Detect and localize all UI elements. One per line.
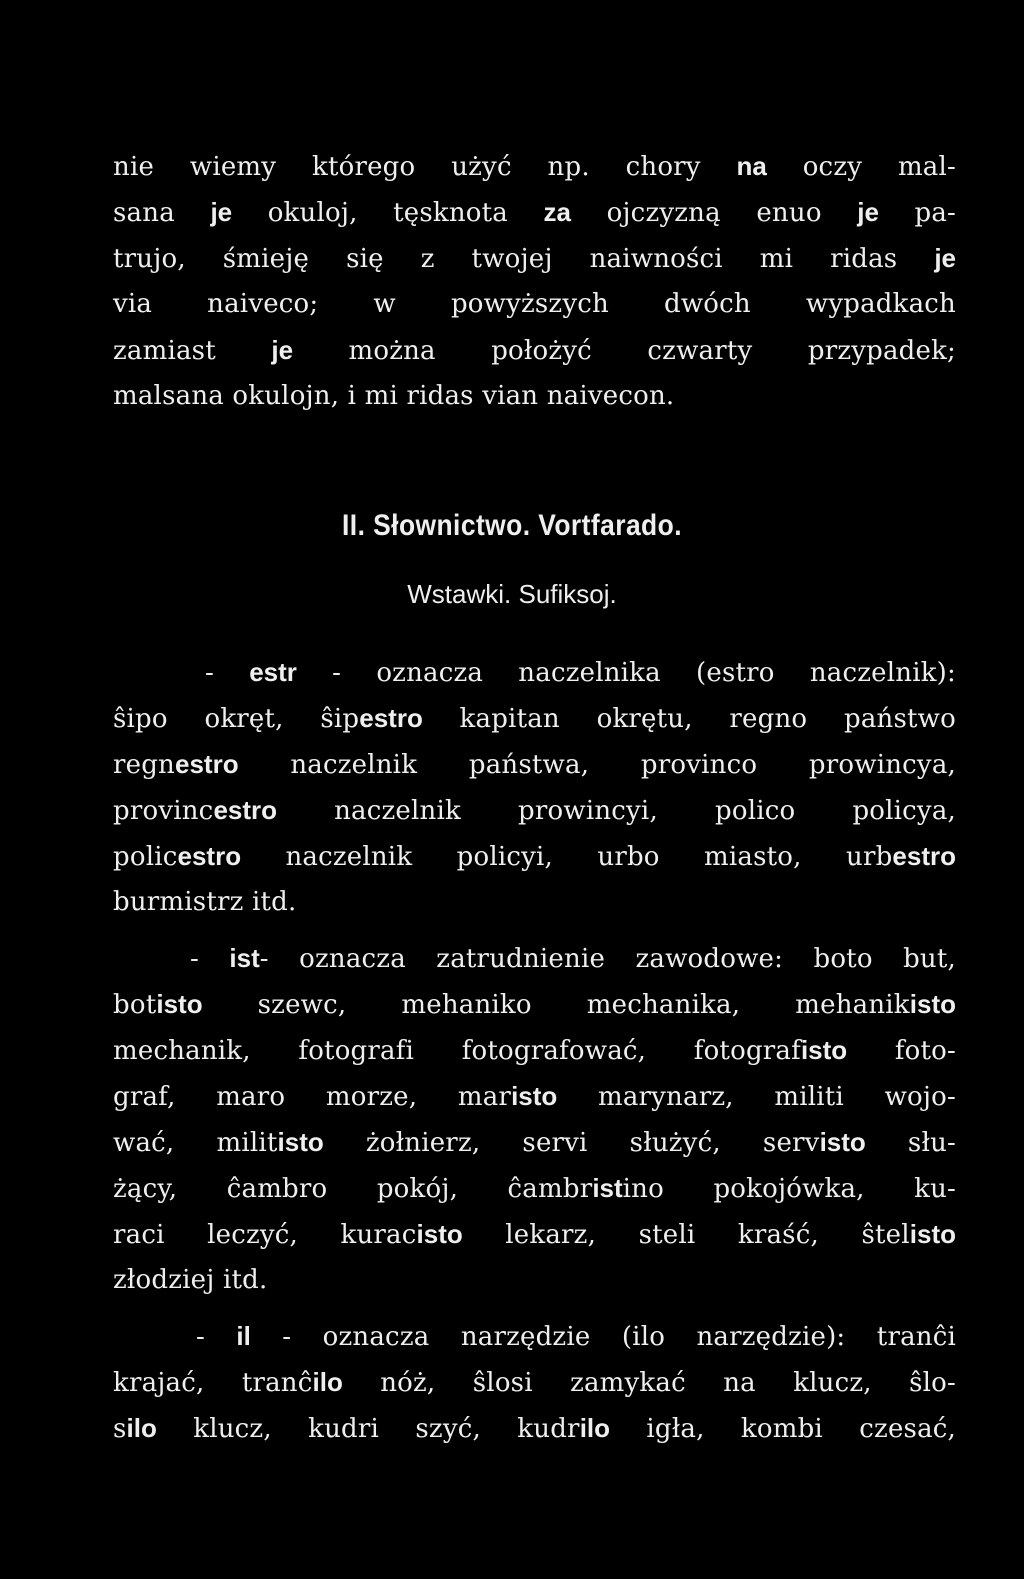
text-line: graf, maro morze, maristo marynarz, militi wojo- [113, 1081, 956, 1112]
section-subheading: Wstawki. Sufiksoj. [407, 579, 617, 609]
text-line: żący, ĉambro pokój, ĉambristino pokojówka, ku- [113, 1173, 956, 1204]
text-line: krajać, tranĉilo nóż, ŝlosi zamykać na klucz, ŝlo- [113, 1367, 957, 1398]
text-line: burmistrz itd. [113, 887, 297, 917]
text-line: trujo, śmieję się z twojej naiwności mi ridas je [113, 243, 956, 274]
text-line: raci leczyć, kuracisto lekarz, steli kraść, ŝtelisto [113, 1219, 957, 1250]
text-line: silo klucz, kudri szyć, kudrilo igła, kombi czesać, [113, 1413, 956, 1444]
text-line: nie wiemy którego użyć np. chory na oczy mal- [113, 151, 956, 182]
text-line: - estr - oznacza naczelnika (estro naczelnik): [205, 657, 956, 688]
text-line: botisto szewc, mehaniko mechanika, mehanikisto [113, 989, 956, 1020]
text-line: ŝipo okręt, ŝipestro kapitan okrętu, regno państwo [113, 703, 956, 734]
section-heading: II. Słownictwo. Vortfarado. [342, 509, 682, 542]
text-line: malsana okulojn, i mi ridas vian naivecon. [113, 381, 675, 411]
text-line: wać, militisto żołnierz, servi służyć, servisto słu- [113, 1127, 957, 1158]
text-line: regnestro naczelnik państwa, provinco prowincya, [113, 749, 956, 780]
text-line: sana je okuloj, tęsknota za ojczyzną enuo je pa- [113, 197, 957, 228]
text-line: - ist- oznacza zatrudnienie zawodowe: boto but, [190, 943, 956, 974]
text-line: provincestro naczelnik prowincyi, polico policya, [113, 795, 956, 826]
text-line: złodziej itd. [113, 1265, 268, 1295]
text-line: via naiveco; w powyższych dwóch wypadkach [113, 289, 956, 319]
text-line: - il - oznacza narzędzie (ilo narzędzie): tranĉi [196, 1321, 956, 1352]
text-line: zamiast je można położyć czwarty przypadek; [113, 335, 957, 366]
text-line: policestro naczelnik policyi, urbo miasto, urbestro [113, 841, 956, 872]
text-line: mechanik, fotografi fotografować, fotografisto foto- [113, 1035, 956, 1066]
